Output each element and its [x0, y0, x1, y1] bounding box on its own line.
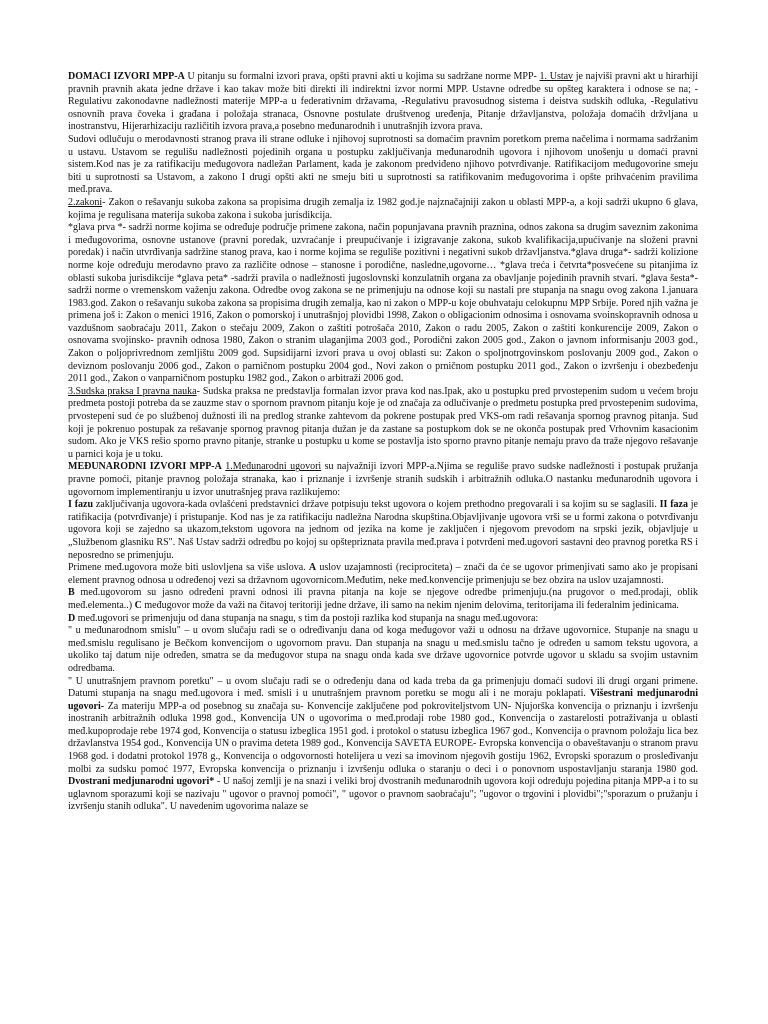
- body-text: Primene međ.ugovora može biti uslovljena sa više uslova.: [68, 562, 309, 574]
- body-text: je najviši pravni akt u hirarhiji pravnih pravnih akata jedne države i kao takav može biti direkti ili indirektni izvor normi MPP. Ustavne odredbe su opšteg karaktera i odnose se na; -Regulativu zakonodavne nadležnosti materije MPP-a u federativnim državama, -Regulativu pravosudnog sistema i deistva sudskih odluka, -Regulativu osnovnih prava čoveka i građana i položaja stranaca, Osnovne postulate društvenog uređenja, Pitanje državljanstva, položaja domaćih držvljana u inostranstvu, Hijerarhizaciju različitih izvora prava,a posebno međunarodnih i unutrašnjih izvora prava.: [68, 71, 698, 133]
- body-text: " U unutrašnjem pravnom poretku" – u ovom slučaju radi se o određenju dana od kada treba da ga primenjuju domaći sudovi ili drugi organi primene. Datumi stupanja na snagu međ.ugovora i međ. smisli i u unutrašnjem pravnom poretku se mogu ali i ne moraju poklapati.: [68, 675, 698, 700]
- body-text: su najvažniji izvori MPP-a.Njima se reguliše pravo sudske nadležnosti i postupak pružanja pravne pomoći, pitanje pravnog položaja stranaka, kao i priznanje i izvršenje stranih sudskih i arbitražnih odluka.O nastanku međunarodnih ugovora i ugovornom implementiranju u izvor unutrašnjeg prava razlikujemo:: [68, 461, 698, 498]
- underlined-heading: 1. Ustav: [539, 71, 574, 82]
- paragraph: [68, 625, 698, 675]
- paragraph: [68, 71, 698, 134]
- bold-heading: A: [308, 562, 317, 574]
- body-text: uslov uzajamnosti (reciprociteta) – znači da će se ugovor primenjivati samo ako je propisani element pravnog odnosa u određenoj vezi sa državnom ugovornicom.Međutim, neke međ.konvencije primenjuju se bez obzira na uslov uzajamnosti.: [68, 562, 698, 586]
- bold-heading: MEĐUNARODNI IZVORI MPP-A: [68, 461, 222, 473]
- paragraph: [68, 499, 698, 562]
- underlined-heading: 1.Međunarodni ugovori: [225, 461, 322, 473]
- paragraph: [68, 587, 698, 612]
- body-text: zaključivanja ugovora-kada ovlašćeni predstavnici države potpisuju tekst ugovora o kojem prethodno pregovarali i sa kojim su se saglasili.: [93, 499, 660, 511]
- paragraph: [68, 134, 698, 197]
- document-page: [68, 71, 698, 1006]
- body-text: - Sudska praksa ne predstavlja formalan izvor prava kod nas.Ipak, ako u postupku pred prvostepenim sudom u većem broju predmeta postoji potreba da se zauzme stav o spornom pravnom pitanju koje je od značaja za odlučivanje o predmetu postupka pred prvostepenim sudovima, prvostepeni sud će po službenoj dužnosti ili na predlog stranke zahtevom da pokrene postupak pred VKS-om radi rešavanja spornog pravnog pitanja. Sud koji je pokrenuo postupak za rešavanje spornog pravnog pitanja dužan je da zastane sa postupkom dok se ne okonča postupak pred Vrhovnim kasacionim sudom. Ako je VKS rešio sporno pravno pitanje, stranke u postupku u kome se postavlja isto sporno pravno pitanje nemaju pravo da traže njegovo rešavanje u parnici koja je u toku.: [68, 385, 698, 460]
- paragraph: [68, 676, 698, 815]
- bold-heading: Višestrani medjunarodni ugovori-: [68, 688, 698, 712]
- bold-heading: B: [68, 587, 75, 599]
- paragraph: [68, 613, 698, 626]
- body-text: međ.ugovorom su jasno određeni pravni odnosi ili pravna pitanja na koje se njegove odredbe primenjuju.(na prugovor o međ.prodaji, oblik međ.elementa..): [68, 587, 698, 611]
- body-text: međ.ugovori se primenjuju od dana stupanja na snagu, s tim da postoji razlika kod stupanja na snagu međ.ugovora:: [75, 612, 539, 624]
- body-text: U pitanju su formalni izvori prava, opšti pravni akti u kojima su sadržane norme MPP-: [184, 71, 540, 82]
- body-text: Za materiju MPP-a od posebnog su značaja su- Konvencije zaključene pod pokroviteljstvom UN- Njujorška konvencija o priznanju i izvršenju inostranih arbitražnih odluka 1998 god., Konvencija UN o ugovorima o međ.prodaji robe 1980 god., Konvencija o zastarelosti potraživanja u oblasti međ.kupoprodaje rebe 1974 god, Konvencija o statusu izbeglica 1951 god. i protokol o statusu izbeglica 1967 god., Konvencija o pravnom položaju lica bez državlanstva 1954 god., Konvencija UN o pravima deteta 1989 god., Konvencija SAVETA EUROPE- Evropska konvencija o obaveštavanju o stranom pravu 1968 god. i dodatni protokol 1978 g., Konvencija o odgovornosti hotelijera u vezi sa imovinom njegovih gostiju 1962, Evropski sporazum o prosleđivanju molbi za sudsku pomoć 1977, Evropska konvencija o priznanju i izvršenju odluka o staranju o deci i o ponovnom uspostavljanju staranja 1980 god.: [68, 700, 698, 775]
- paragraph: [68, 461, 698, 499]
- bold-heading: D: [68, 612, 76, 624]
- body-text: " u međunarodnom smislu" – u ovom slučaju radi se o određivanju dana od koga međugovor važi u odnosu na države ugovornice. Stupanje na snagu u međ.smislu regulisano je Bečkom konvencijom o ugovornom pravu. Dan stupanja na snagu u međ.smislu tačno je određen u samom tekstu ugovora, a ukoliko taj datum nije određen, smatra se da međugovor stupa na snagu onda kada sve države ugovornice potvrde ugovor u skladu sa svojim ustavnim odredbama.: [68, 625, 698, 674]
- bold-heading: I fazu: [68, 499, 94, 511]
- body-text: - U našoj zemlji je na snazi i veliki broj dvostranih međunarodnih ugovora koji određuju pojedina pitanja MPP-a i to su uglavnom sporazumi koji se nazivaju " ugovor o pravnoj pomoći", " ugovor o pravnom saobraćaju"; "ugovor o trgovini i plovidbi";"sporazum o pružanju i izvršenju stanih odluka". U navedenim ugovorima nalaze se: [68, 776, 698, 813]
- paragraph: [68, 222, 698, 386]
- underlined-heading: 2.zakoni: [68, 196, 103, 208]
- underlined-heading: 3.Sudska praksa I pravna nauka: [68, 385, 197, 397]
- body-text: - Zakon o rešavanju sukoba zakona sa propisima drugih zemalja iz 1982 god.je najznačajniji zakon u oblasti MPP-a, a koji sadrži ukupno 6 glava, kojima je regulisana materija sukoba zakona i sukoba jurisdikcija.: [68, 196, 698, 221]
- paragraph: [68, 386, 698, 462]
- paragraph: [68, 562, 698, 587]
- bold-heading: Dvostrani medjunarodni ugovori*: [68, 776, 215, 788]
- body-text: međugovor može da važi na čitavoj teritoriji jedne države, ili samo na nekim njenim delovima, teritorijama ili federalnim jedinicama.: [141, 599, 679, 611]
- body-text: je ratifikacija (potvrđivanje) i pristupanje. Kod nas je za ratifikaciju nadležna Narodna skupština.Objavljivanje ugovora vrši se u formi zakona o potvrđivanju ugovora koji se zajedno sa ukazom,tekstom ugovora na jednom od jezika na kome je zaključen i njegovom prevodom na srpski jezik, objavljuje u „Službenom glasniku RS". Naš Ustav sadrži odredbu po kojoj su opštepriznata pravila međ.prava i potvrđeni međ.ugovori sastavni deo pravnog poretka RS i neposredno se primenjuju.: [68, 499, 698, 561]
- body-text: *glava prva *- sadrži norme kojima se određuje područje primene zakona, način popunjavana pravnih praznina, odnos zakona sa drugim saveznim zakonima i međugovorima, osnovne ustanove (pravni poredak, uzvraćanje i preupućivanje i izigravanje zakona, sukob kvalifikacija,upućivanje na složeni pravni poredak) i način utvrđivanja sadržine stanog prava, kao i norme kojima se reguliše pozitivni i negativni sukob državljanstva.*glava druga*- sadrži kolizione norme koje određuju merodavno pravo za različite odnose – stanosne i porodične, naslednе,ugovorne… *glava treća i četvrta*posvećene su pitanjima iz oblasti sukoba jurisdikcije *glava peta* -sadrži pravila o nadležnosti jugoslovnski konzulatnih organa za obavljanje pojedinih pravnih stvari. *glava šesta*- sadrži norme o vremenskom važenju zakona. Odredbe ovog zakona se ne primenjuju na odnose koji su nastali pre stupanja na snagu ovog zakona 1.januara 1983.god. Zakon o rešavanju sukoba zakona sa propisima drugih zemalja, kao ni zakon o MPP-u koje obuhvataju celokupnu MPP Srbije. Pored njih važna je primena još i: Zakon o menici 1916, Zakon o pomorskoj i unutrašnjoj plovidbi 1998, Zakon o obligacionim odnosima i osnovama svoinskopravnih odnosa u vazdušnom saobraćaju 2011, Zakon o stečaju 2009, Zakon o zaštiti potrošača 2010, Zakon o radu 2005, Zakon o zaštiti konkurencije 2009, Zakon o osnovama svojinsko- pravnih odnosa 1980, Zakon o stranim ulaganjima 2003 god., Porodični zakon 2005 god., Zakon o javnom informisanju 2003 god., Zakon o poljoprivrednom zemljištu 2009 god. Supsidijarni izvori prava u ovoj oblasti su: Zakon o spoljnotrgovinskom poslovanju 2009 god., Zakon o deviznom poslovanju 2006 god., Zakon o parničnom postupku 2004 god., Novi zakon o prničnom postupku 2011 god., Zakon o izvršenju i obezbeđenju 2011 god., Zakon o vanparničnom postupku 1982 god., Zakon o arbitraži 2006 god.: [68, 222, 698, 385]
- body-text: Sudovi odlučuju o merodavnosti stranog prava ili strane odluke i njihovoj suprotnosti sa domaćim pravnim poretkom prema načelima i normama sadržanim u ustavu. Ustavom se regulišu nadležnosti pojedinih organa u postupku zaključivanja međunarodnih ugovora i njihovom unošenju u domaći pravni sistem.Kod nas je za ratifikaciju međugovora nadležan Parlament, kada je zakonom predviđeno njihovo potvrđivanje. Ratifikacijom međugovorine smeju biti u suprotnosti sa Ustavom, a zakono I drugi opšti akti ne smeju biti u suprotnosti sa ratifikovanim međugovorima i opšte prihvaćenim pravilima međ.prava.: [68, 133, 698, 196]
- paragraph: [68, 197, 698, 222]
- bold-heading: II faza: [659, 499, 688, 511]
- bold-heading: C: [134, 599, 142, 611]
- bold-heading: DOMAĆI IZVORI MPP-A: [68, 71, 185, 82]
